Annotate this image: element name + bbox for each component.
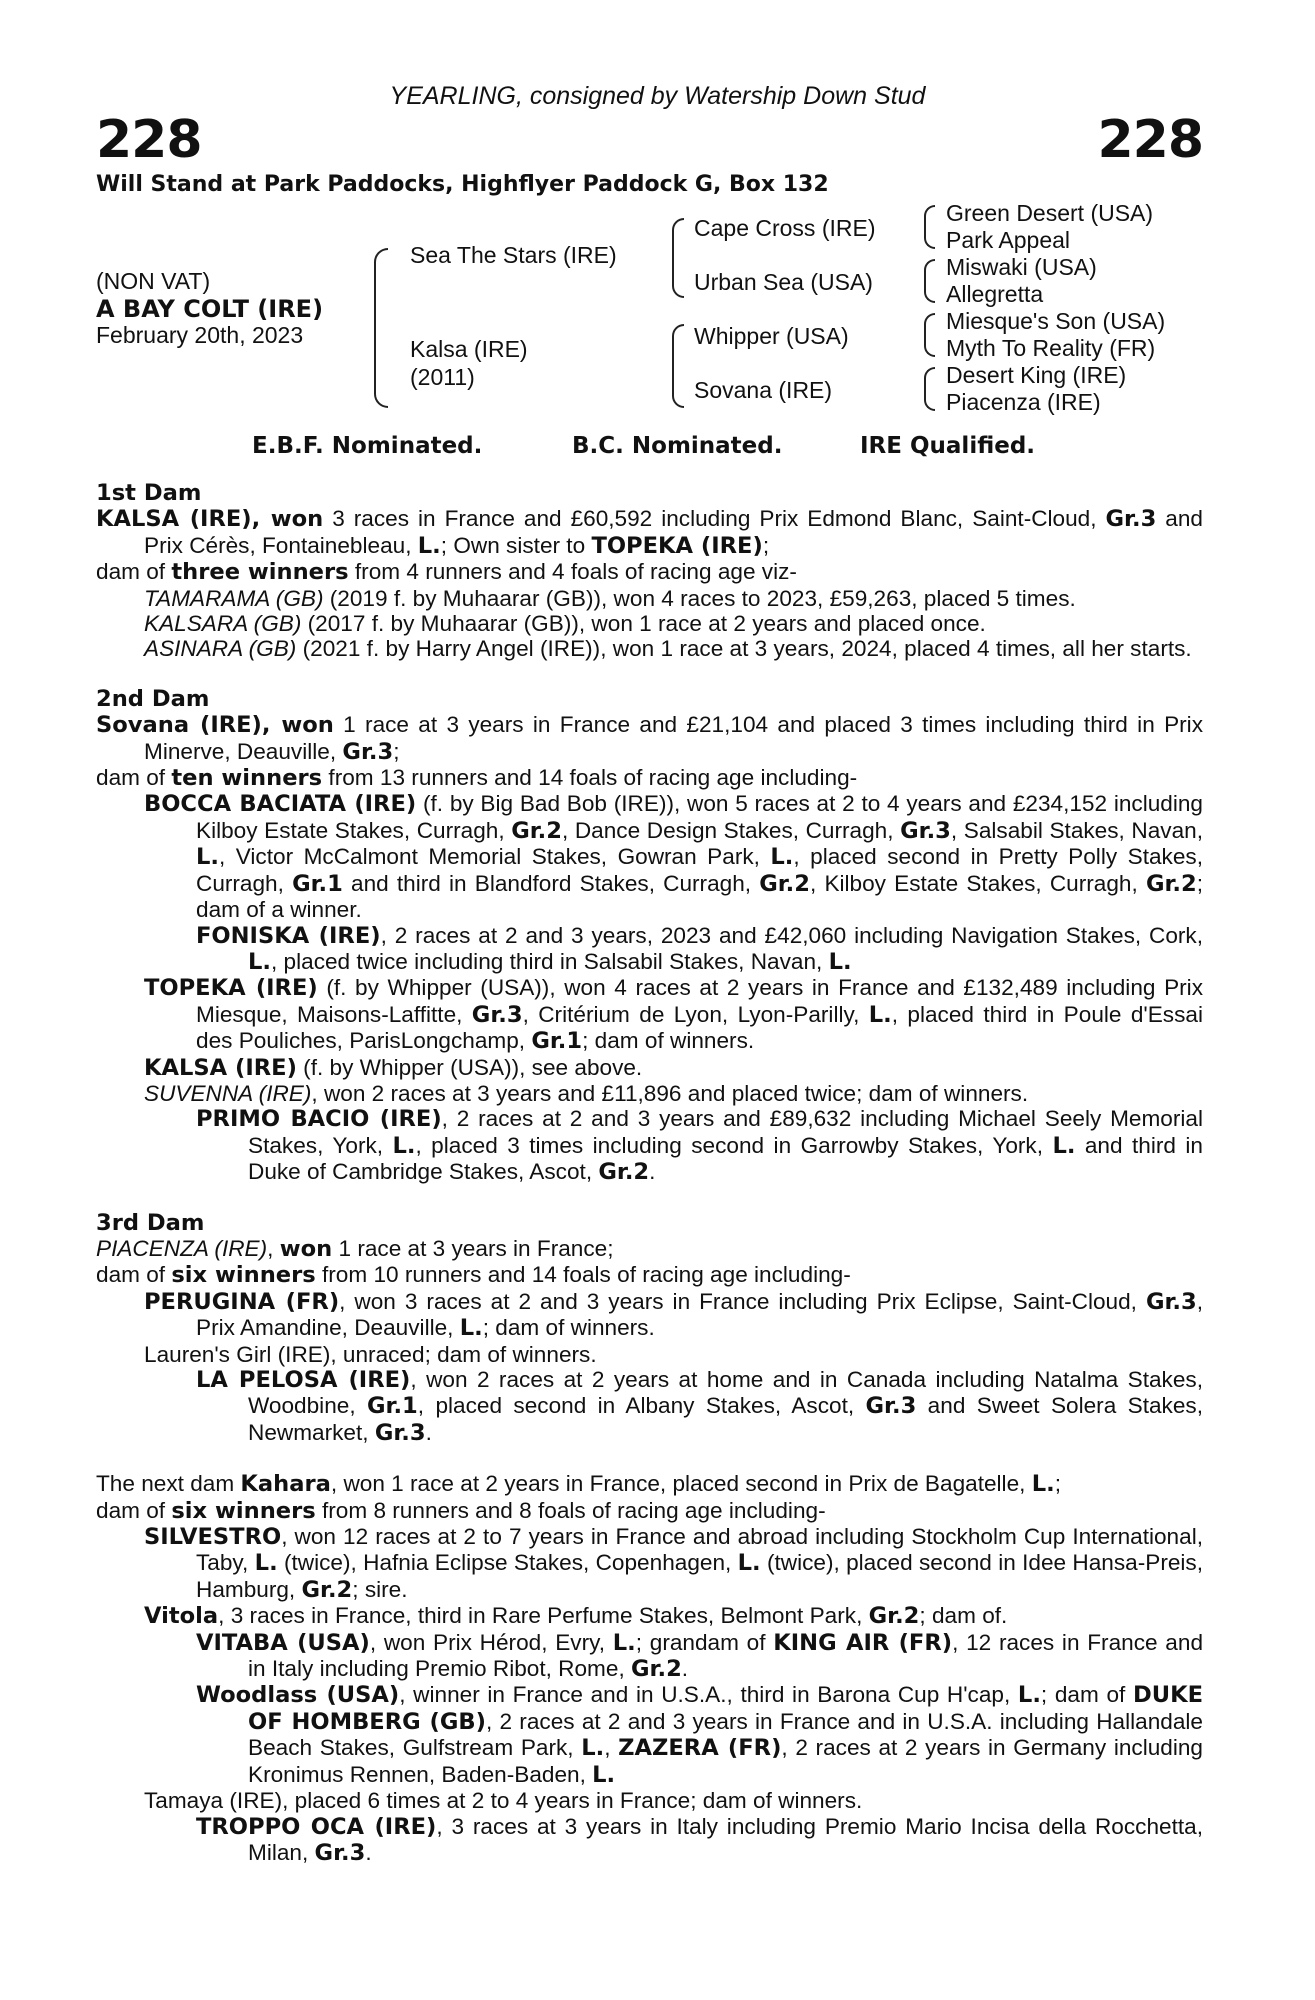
pedigree-entry [96,1471,1203,1497]
text-run: dam of [96,765,172,791]
gen3-1: Green Desert (USA) [946,200,1154,226]
text-run: Gr.3 [374,1419,426,1446]
text-run: L. [770,844,794,871]
gen3-6: Myth To Reality (FR) [946,335,1156,361]
text-run: Gr.3 [1105,506,1157,533]
text-run: Gr.3 [314,1839,366,1866]
text-run: , [604,1735,619,1761]
text-run: , won 2 races at 2 years at home and in Canada including Natalma Stakes, Woodbine, [248,1367,1203,1419]
text-run: ; dam of. [919,1603,1008,1629]
text-run: L. [417,532,441,559]
text-run: ; dam of a winner. [196,870,1203,923]
text-run: , placed third in Poule d'Essai des Pouliches, ParisLongchamp, [196,1001,1203,1054]
text-run: Lauren's Girl (IRE), unraced; dam of winners. [144,1341,597,1367]
pedigree-entry [96,1603,1203,1629]
text-run: , placed second in Pretty Polly Stakes, Curragh, [196,844,1203,896]
text-run: L. [592,1761,616,1788]
text-run: L. [612,1629,636,1656]
pedigree-entry [96,1289,1203,1342]
text-run: Tamaya (IRE), placed 6 times at 2 to 4 years in France; dam of winners. [144,1788,863,1814]
text-run: (2017 f. by Muhaarar (GB)), won 1 race at 2 years and placed once. [301,611,986,637]
section-gap [96,662,1203,687]
lot-number-right: 228 [1097,110,1203,170]
text-run: Gr.3 [342,738,394,765]
text-run: , 2 races at 2 and 3 years and £89,632 including Michael Seely Memorial Stakes, York, [248,1106,1203,1158]
text-run: ; sire. [352,1576,408,1602]
text-run: Gr.2 [511,817,562,844]
text-run: , [267,1235,280,1261]
gen3-3: Miswaki (USA) [946,254,1097,280]
section-title: 3rd Dam [96,1209,205,1236]
sire: Sea The Stars (IRE) [410,242,617,268]
text-run: KALSA (IRE), won [96,506,324,533]
pedigree-entry [96,506,1203,559]
dam-year: (2011) [410,364,475,390]
text-run: , Kilboy Estate Stakes, Curragh, [810,870,1146,896]
text-run: , Victor McCalmont Memorial Stakes, Gowran Park, [218,844,771,870]
text-run: ; dam of winners. [482,1315,655,1341]
text-run: 3 races in France and £60,592 including Prix Edmond Blanc, Saint-Cloud, [323,506,1106,532]
text-run: L. [254,1550,278,1577]
text-run: KING AIR (FR) [773,1629,953,1656]
text-run: and Sweet Solera Stakes, Newmarket, [248,1393,1203,1445]
pedigree-entry [96,636,1203,661]
text-run: SILVESTRO [144,1524,282,1551]
text-run: , placed second in Albany Stakes, Ascot, [417,1393,866,1419]
text-run: (twice), Hafnia Eclipse Stakes, Copenhagen, [277,1550,738,1576]
gen3-8: Piacenza (IRE) [946,389,1101,415]
text-run: L. [1052,1132,1076,1159]
text-run: The next dam [96,1471,241,1497]
text-run: Gr.2 [598,1159,650,1186]
text-run: , Critérium de Lyon, Lyon-Parilly, [522,1001,869,1027]
text-run: ; [393,738,400,764]
lot-number-left: 228 [96,110,202,170]
gen3-2: Park Appeal [946,227,1071,253]
text-run: ZAZERA (FR) [618,1735,782,1762]
text-run: L. [248,948,271,975]
section-gap [96,1186,1203,1211]
text-run: . [681,1656,689,1682]
text-run: ; [762,532,770,558]
text-run: L. [581,1735,605,1762]
gen3-5: Miesque's Son (USA) [946,308,1166,334]
text-run: TOPEKA (IRE) [144,975,318,1002]
text-run: , placed 3 times including second in Garrowby Stakes, York, [415,1132,1053,1158]
text-run: ASINARA (GB) [144,636,297,662]
sire-sire: Cape Cross (IRE) [694,215,876,241]
text-run: (twice), placed second in Idee Hansa-Preis, Hamburg, [196,1550,1204,1602]
pedigree-brace-g56 [924,313,935,357]
ire-qualified: IRE Qualified. [860,433,1036,459]
text-run: L. [1017,1682,1041,1709]
pedigree-entry [96,765,1203,791]
lot-name: A BAY COLT (IRE) [96,295,324,323]
pedigree-entry [96,1814,1203,1867]
text-run: BOCCA BACIATA (IRE) [144,791,417,818]
text-run: , won 3 races at 2 and 3 years in France including Prix Eclipse, Saint-Cloud, [339,1288,1146,1314]
text-run: six winners [171,1262,316,1289]
text-run: ; [1054,1471,1061,1497]
text-run: from 8 runners and 8 foals of racing age including- [315,1497,826,1523]
text-run: , won 12 races at 2 to 7 years in France and abroad including Stockholm Cup International, Taby, [196,1524,1203,1576]
pedigree-entry [96,712,1203,765]
text-run: , 3 races at 3 years in Italy including Premio Mario Incisa della Rocchetta, Milan, [248,1813,1203,1865]
pedigree-entry [96,1262,1203,1288]
text-run: Gr.2 [301,1576,353,1603]
text-run: . [649,1159,656,1185]
text-run: Gr.3 [471,1001,523,1028]
text-run: Vitola [144,1603,219,1630]
text-run: FONISKA (IRE) [196,922,381,949]
text-run: and third in Blandford Stakes, Curragh, [342,870,760,896]
text-run: , winner in France and in U.S.A., third in Barona Cup H'cap, [399,1682,1018,1708]
text-run: six winners [171,1497,316,1524]
text-run: . [365,1839,372,1865]
text-run: three winners [171,559,349,586]
text-run: (2019 f. by Muhaarar (GB)), won 4 races to 2023, £59,263, placed 5 times. [323,585,1076,611]
text-run: KALSARA (GB) [144,611,302,637]
text-run: , 3 races in France, third in Rare Perfume Stakes, Belmont Park, [218,1603,869,1629]
text-run: from 10 runners and 14 foals of racing age including- [315,1262,851,1288]
pedigree-entry [96,1055,1203,1081]
dam-sire: Whipper (USA) [694,323,849,349]
text-run: Gr.2 [759,870,810,897]
pedigree-entry [96,1524,1203,1603]
text-run: ten winners [171,765,323,792]
text-run: ; grandam of [635,1629,774,1655]
text-run: PERUGINA (FR) [144,1288,340,1315]
text-run: TROPPO OCA (IRE) [196,1813,437,1840]
text-run: L. [1031,1471,1055,1498]
text-run: , placed twice including third in Salsabil Stakes, Navan, [270,948,829,974]
text-run: , Salsabil Stakes, Navan, [950,817,1203,843]
section-title: 2nd Dam [96,685,210,712]
text-run: , won Prix Hérod, Evry, [369,1629,613,1655]
text-run: TOPEKA (IRE) [591,532,763,559]
text-run: , 2 races at 2 and 3 years in France and in U.S.A. including Hallandale Beach Stakes, Gulfstream Park, [248,1708,1203,1761]
text-run: from 4 runners and 4 foals of racing age viz- [348,559,797,585]
text-run: KALSA (IRE) [144,1054,297,1081]
text-run: L. [868,1001,892,1028]
text-run: ; Own sister to [440,532,592,558]
text-run: , 2 races at 2 years in Germany including Kronimus Rennen, Baden-Baden, [248,1735,1203,1787]
text-run: Gr.2 [1145,870,1197,897]
text-run: (f. by Whipper (USA)), won 4 races at 2 years in France and £132,489 including Prix Miesque, Maisons-Laffitte, [196,975,1203,1027]
pedigree-brace-main [374,248,388,408]
text-run: Gr.3 [1145,1288,1197,1315]
foaling-date: February 20th, 2023 [96,322,304,348]
pedigree-brace-g78 [924,367,935,411]
text-run: , won 1 race at 2 years in France, placed second in Prix de Bagatelle, [330,1471,1032,1497]
pedigree-entry [96,611,1203,636]
pedigree-entry [96,559,1203,585]
catalogue-body [96,481,1203,1866]
text-run: L. [459,1315,483,1342]
gen3-7: Desert King (IRE) [946,362,1127,388]
pedigree-entry [96,1788,1203,1813]
text-run: VITABA (USA) [196,1629,370,1656]
text-run: dam of [96,559,172,585]
text-run: , Prix Amandine, Deauville, [196,1288,1203,1341]
pedigree-brace-sire [672,218,684,298]
pedigree-entry [96,1342,1203,1367]
text-run: L. [828,948,852,975]
text-run: , 2 races at 2 and 3 years, 2023 and £42,060 including Navigation Stakes, Cork, [380,922,1203,948]
gen3-4: Allegretta [946,281,1044,307]
text-run: L. [737,1550,761,1577]
sire-dam: Urban Sea (USA) [694,269,873,295]
text-run: , Dance Design Stakes, Curragh, [561,817,901,843]
text-run: Gr.2 [631,1656,682,1683]
section-title: 1st Dam [96,480,202,506]
text-run: , won 2 races at 3 years and £11,896 and placed twice; dam of winners. [311,1080,1029,1106]
text-run: ; dam of [1040,1682,1133,1708]
pedigree-brace-dam [672,324,684,408]
text-run: dam of [96,1497,172,1523]
text-run: Gr.1 [531,1028,583,1055]
pedigree-brace-g34 [924,259,935,303]
pedigree-entry [96,975,1203,1054]
text-run: Gr.3 [900,817,951,844]
pedigree-entry [96,1106,1203,1185]
text-run: dam of [96,1262,172,1288]
text-run: L. [196,844,219,871]
section-gap [96,1446,1203,1471]
ebf-nominated: E.B.F. Nominated. [252,433,483,459]
consignor-line: YEARLING, consigned by Watership Down Stud [389,82,926,110]
pedigree-entry [96,1682,1203,1788]
text-run: Gr.1 [292,870,343,897]
pedigree-entry [96,1367,1203,1446]
text-run: . [425,1419,432,1445]
text-run: (f. by Whipper (USA)), see above. [296,1054,643,1080]
text-run: and Prix Cérès, Fontainebleau, [144,506,1203,558]
pedigree-entry [96,791,1203,922]
text-run: from 13 runners and 14 foals of racing age including- [322,765,858,791]
venue-line: Will Stand at Park Paddocks, Highflyer Paddock G, Box 132 [96,172,829,197]
text-run: and third in Duke of Cambridge Stakes, Ascot, [248,1132,1203,1185]
pedigree-entry [96,1630,1203,1683]
text-run: ; dam of winners. [582,1028,755,1054]
text-run: LA PELOSA (IRE) [196,1367,411,1393]
text-run: (2021 f. by Harry Angel (IRE)), won 1 race at 3 years, 2024, placed 4 times, all her starts. [296,636,1192,662]
pedigree-entry [96,586,1203,611]
text-run: won [279,1235,333,1262]
text-run: Woodlass (USA) [196,1682,400,1709]
text-run: Sovana (IRE), won [96,712,334,739]
pedigree-entry [96,923,1203,976]
text-run: Gr.2 [868,1603,920,1630]
text-run: PIACENZA (IRE) [96,1235,268,1261]
text-run: Gr.1 [367,1393,418,1420]
pedigree-brace-g12 [924,205,935,249]
pedigree-entry [96,1236,1203,1262]
text-run: Kahara [240,1471,331,1498]
vat-status: (NON VAT) [96,268,211,294]
text-run: DUKE OF HOMBERG (GB) [248,1682,1204,1735]
text-run: 1 race at 3 years in France; [332,1235,614,1261]
text-run: 1 race at 3 years in France and £21,104 and placed 3 times including third in Prix Minerve, Deauville, [144,712,1203,764]
text-run: , 12 races in France and in Italy including Premio Ribot, Rome, [248,1629,1204,1682]
pedigree-entry [96,1081,1203,1106]
text-run: SUVENNA (IRE) [144,1080,312,1106]
text-run: Gr.3 [865,1393,917,1420]
dam-dam: Sovana (IRE) [694,377,833,403]
bc-nominated: B.C. Nominated. [572,433,783,459]
dam: Kalsa (IRE) [410,336,528,362]
text-run: (f. by Big Bad Bob (IRE)), won 5 races at 2 to 4 years and £234,152 including Kilboy Estate Stakes, Curragh, [196,791,1203,843]
text-run: TAMARAMA (GB) [144,585,324,611]
text-run: L. [392,1132,416,1159]
text-run: PRIMO BACIO (IRE) [196,1106,442,1133]
pedigree-entry [96,1498,1203,1524]
